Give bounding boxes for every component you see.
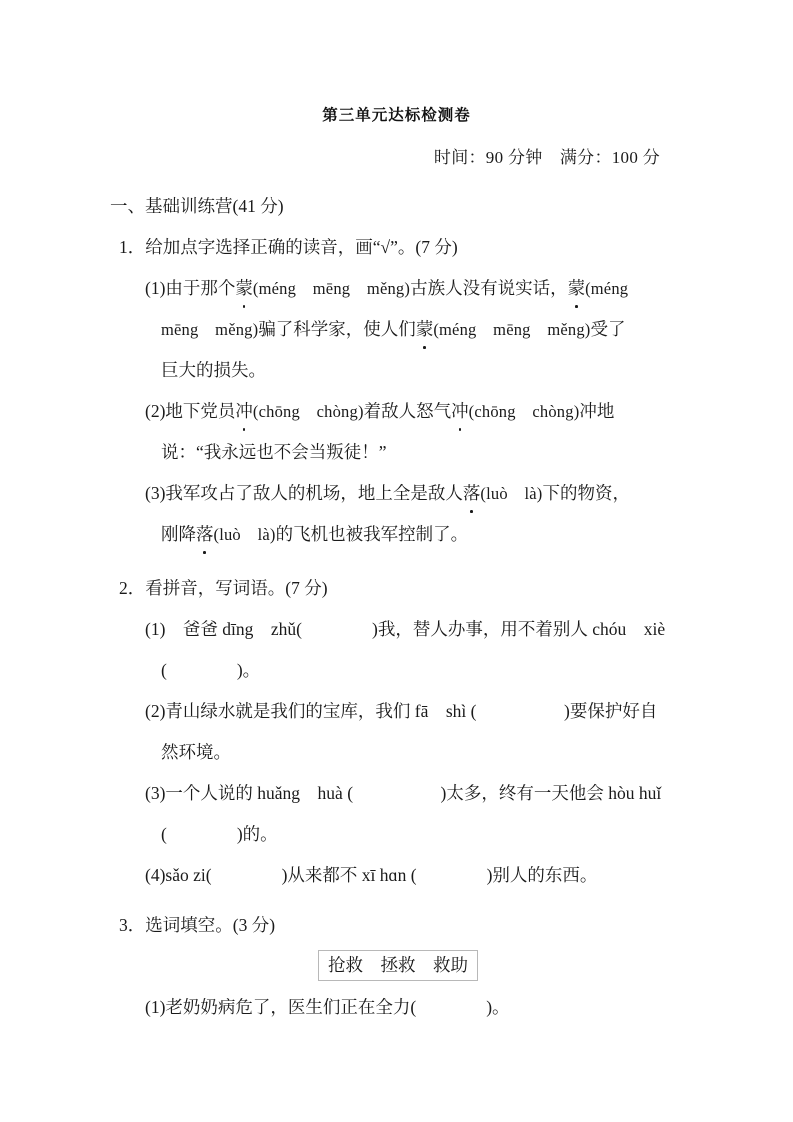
question-1-item-2-line-2: 说：“我永远也不会当叛徒！” bbox=[161, 442, 387, 462]
exam-body bbox=[0, 186, 793, 1028]
question-3-word-bank-row bbox=[0, 946, 793, 987]
question-1-item-1-line-3: 巨大的损失。 bbox=[161, 360, 266, 380]
question-2-item-1-line-2: ( )。 bbox=[161, 660, 261, 680]
question-2-number: 2． bbox=[119, 578, 146, 598]
question-2-prompt bbox=[119, 568, 793, 609]
emphasis-char: 蒙 bbox=[235, 268, 253, 309]
question-3-number: 3． bbox=[119, 915, 146, 935]
emphasis-char: 冲 bbox=[235, 391, 253, 432]
question-1-item-3-line-2: 刚降落(luò là)的飞机也被我军控制了。 bbox=[161, 514, 793, 555]
question-2-item-2-line-2: 然环境。 bbox=[161, 742, 231, 762]
page-title: 第三单元达标检测卷 bbox=[322, 106, 471, 124]
question-1-item-1-line-1: (1)由于那个蒙(méng mēng měng)古族人没有说实话，蒙(méng bbox=[145, 268, 793, 309]
word-bank-box: 抢救 拯救 救助 bbox=[318, 950, 478, 981]
question-3-prompt bbox=[119, 905, 793, 946]
question-1-text: 给加点字选择正确的读音，画“√”。(7 分) bbox=[145, 237, 458, 257]
question-2-item-4-line-1: (4)sǎo zi( )从来都不 xī hɑn ( )别人的东西。 bbox=[145, 865, 598, 885]
question-1-item-1-line-2: mēng měng)骗了科学家，使人们蒙(méng mēng měng)受了 bbox=[161, 309, 793, 350]
question-3-text: 选词填空。(3 分) bbox=[145, 915, 276, 935]
emphasis-char: 落 bbox=[463, 473, 481, 514]
question-1-item-3-line-1: (3)我军攻占了敌人的机场，地上全是敌人落(luò là)下的物资， bbox=[145, 473, 793, 514]
exam-meta-line: 时间：90 分钟 满分：100 分 bbox=[433, 148, 660, 167]
question-2-item-3-line-2: ( )的。 bbox=[161, 824, 278, 844]
emphasis-char: 蒙 bbox=[568, 268, 586, 309]
question-2-item-3-line-1: (3)一个人说的 huǎng huà ( )太多，终有一天他会 hòu huǐ bbox=[145, 783, 662, 803]
question-2-item-2-line-1: (2)青山绿水就是我们的宝库，我们 fā shì ( )要保护好自 bbox=[145, 701, 658, 721]
question-2-text: 看拼音，写词语。(7 分) bbox=[145, 578, 328, 598]
question-2-item-1-line-1: (1) 爸爸 dīng zhǔ( )我，替人办事，用不着别人 chóu xiè bbox=[145, 619, 666, 639]
section-heading-1: 一、基础训练营(41 分) bbox=[110, 196, 284, 216]
emphasis-char: 冲 bbox=[451, 391, 469, 432]
emphasis-char: 蒙 bbox=[416, 309, 434, 350]
question-1-prompt bbox=[119, 227, 793, 268]
question-1-item-2-line-1: (2)地下党员冲(chōng chòng)着敌人怒气冲(chōng chòng)冲地 bbox=[145, 391, 793, 432]
question-1-number: 1． bbox=[119, 237, 146, 257]
question-3-item-1-line-1: (1)老奶奶病危了，医生们正在全力( )。 bbox=[145, 997, 510, 1017]
emphasis-char: 落 bbox=[196, 514, 214, 555]
